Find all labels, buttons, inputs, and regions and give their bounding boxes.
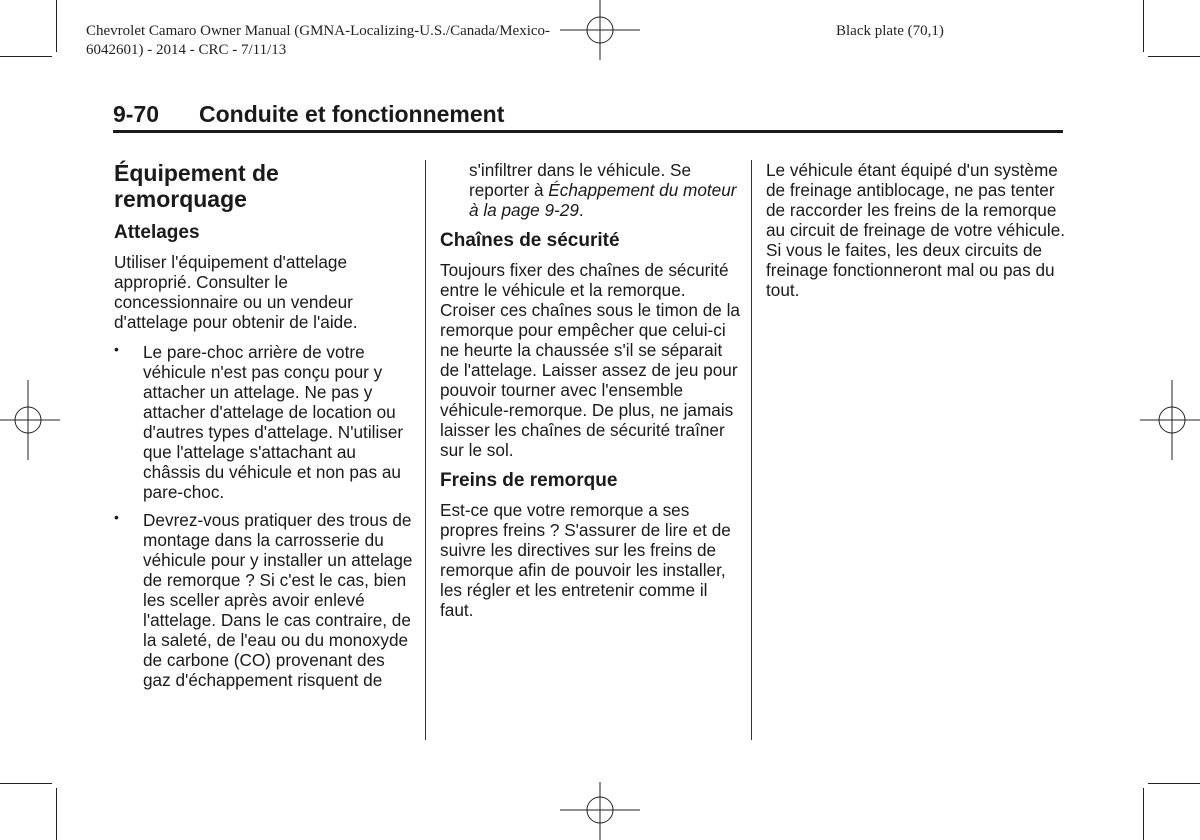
registration-mark-left-icon bbox=[0, 380, 60, 460]
list-item bbox=[114, 510, 414, 690]
bullet-icon: • bbox=[114, 509, 119, 525]
registration-mark-right-icon bbox=[1140, 380, 1200, 460]
article-title-line2: remorquage bbox=[114, 186, 247, 212]
plate-label: Black plate (70,1) bbox=[836, 23, 944, 39]
column-divider-2 bbox=[751, 160, 752, 740]
article-title bbox=[114, 160, 414, 212]
crop-mark-bottom-left bbox=[0, 783, 52, 784]
section-title: Conduite et fonctionnement bbox=[199, 101, 505, 127]
subheading-freins: Freins de remorque bbox=[440, 470, 618, 491]
crop-mark-top-right-v bbox=[1143, 0, 1144, 52]
continuation-text: s'infiltrer dans le véhicule. Se reporter à bbox=[469, 160, 692, 200]
print-metadata bbox=[86, 22, 550, 60]
crop-mark-top-right bbox=[1148, 56, 1200, 57]
crop-mark-top-left-v bbox=[56, 0, 57, 52]
print-metadata-line2: 6042601) - 2014 - CRC - 7/11/13 bbox=[86, 42, 287, 58]
crop-mark-bottom-right-v bbox=[1143, 788, 1144, 840]
column-3 bbox=[766, 160, 1066, 310]
bullet-text: Devrez-vous pratiquer des trous de montage dans la carrosserie du véhicule pour y installer un attelage de remorque ? Si c'est le cas, bien les sceller après avoir enlevé l'attelage. Dans le cas contraire, de la saleté, de l'eau ou du monoxyde de carbone (CO) provenant des gaz d'échappement risquent de bbox=[143, 510, 413, 690]
freins-paragraph: Est-ce que votre remorque a ses propres freins ? S'assurer de lire et de suivre les directives sur les freins de remorque afin de pouvoir les installer, les régler et les entretenir comme il faut. bbox=[440, 500, 731, 620]
print-metadata-line1: Chevrolet Camaro Owner Manual (GMNA-Localizing-U.S./Canada/Mexico- bbox=[86, 23, 551, 39]
continuation-paragraph bbox=[440, 160, 740, 220]
page-header bbox=[113, 100, 1063, 133]
abs-paragraph: Le véhicule étant équipé d'un système de freinage antiblocage, ne pas tenter de raccorder les freins de la remorque au circuit de freinage de votre véhicule. Si vous le faites, les deux circuits de freinage fonctionneront mal ou pas du tout. bbox=[766, 160, 1066, 300]
column-divider-1 bbox=[425, 160, 426, 740]
subheading-chaines: Chaînes de sécurité bbox=[440, 230, 620, 251]
bullet-icon: • bbox=[114, 341, 119, 357]
continuation-end: . bbox=[578, 200, 584, 220]
chaines-paragraph: Toujours fixer des chaînes de sécurité entre le véhicule et la remorque. Croiser ces chaînes sous le timon de la remorque pour empêcher que celui-ci ne heurte la chaussée s'il se séparait de l'attelage. Laisser assez de jeu pour pouvoir tourner avec l'ensemble véhicule-remorque. De plus, ne jamais laisser les chaînes de sécurité traîner sur le sol. bbox=[440, 260, 740, 460]
crop-mark-top-left bbox=[0, 56, 52, 57]
article-title-line1: Équipement de bbox=[114, 160, 279, 186]
cross-reference-link[interactable]: Échappement du moteur à la page 9-29 bbox=[469, 180, 737, 220]
crop-mark-bottom-left-v bbox=[56, 788, 57, 840]
registration-mark-top-icon bbox=[560, 0, 640, 60]
column-2 bbox=[440, 160, 740, 630]
intro-paragraph: Utiliser l'équipement d'attelage approprié. Consulter le concessionnaire ou un vendeur d'attelage pour obtenir de l'aide. bbox=[114, 252, 358, 332]
registration-mark-bottom-icon bbox=[560, 782, 640, 840]
bullet-list bbox=[114, 342, 414, 690]
page-number: 9-70 bbox=[113, 101, 160, 127]
subheading-attelages: Attelages bbox=[114, 222, 200, 243]
crop-mark-bottom-right bbox=[1148, 783, 1200, 784]
column-1 bbox=[114, 160, 414, 698]
bullet-text: Le pare-choc arrière de votre véhicule n'est pas conçu pour y attacher un attelage. Ne pas y attacher d'attelage de location ou d'autres types d'attelage. N'utiliser que l'attelage s'attachant au châssis du véhicule et non pas au pare-choc. bbox=[143, 342, 404, 502]
list-item bbox=[114, 342, 414, 502]
